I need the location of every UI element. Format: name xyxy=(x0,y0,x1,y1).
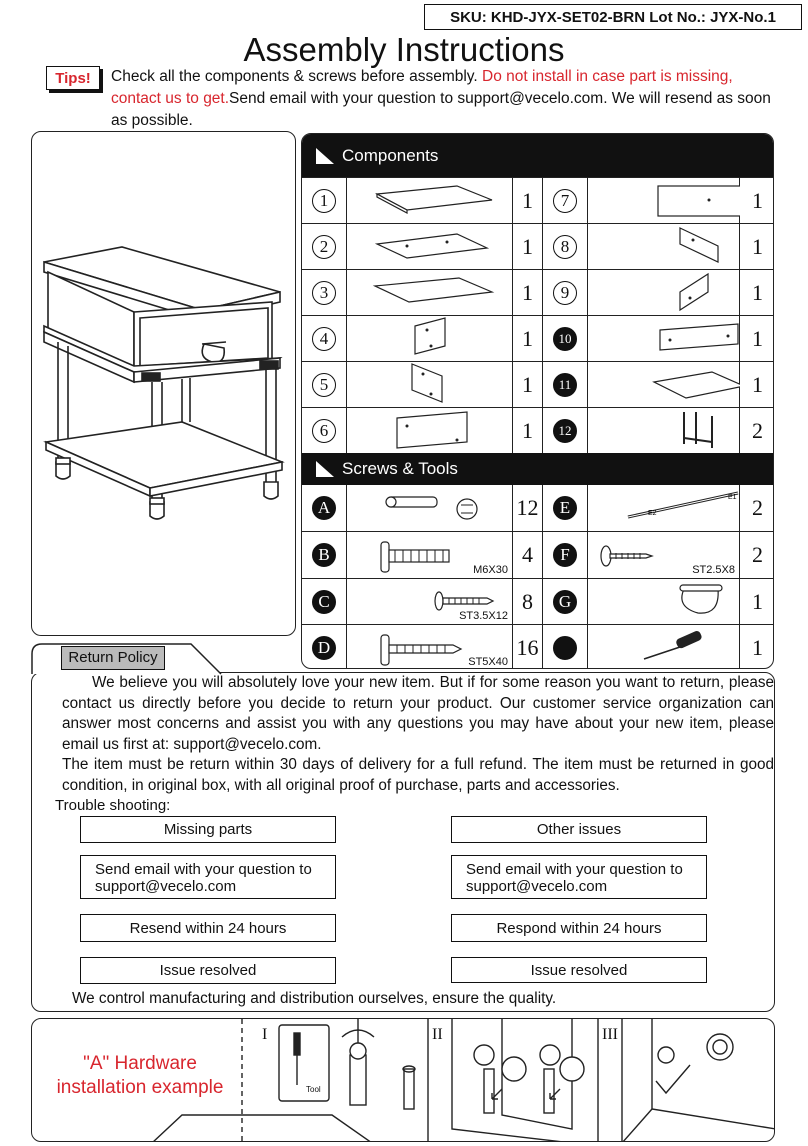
screw-row xyxy=(302,578,774,625)
assembled-table-illustration xyxy=(32,132,294,634)
part-drawing xyxy=(347,270,513,316)
part-number-badge: 2 xyxy=(312,235,336,259)
part-image-cell xyxy=(588,579,740,625)
missing-parts-box: Missing parts xyxy=(80,816,336,843)
quantity-cell: 2 xyxy=(752,418,763,443)
quantity-cell: 1 xyxy=(752,234,763,259)
part-number-badge: A xyxy=(312,496,336,520)
tips-text-intro: Check all the components & screws before assembly. xyxy=(111,68,483,85)
quantity-cell: 1 xyxy=(513,408,543,454)
step-1-label: I xyxy=(262,1026,268,1043)
part-number-cell xyxy=(302,224,347,270)
part-image-cell xyxy=(347,316,513,362)
tool-label: Tool xyxy=(306,1085,321,1094)
part-drawing xyxy=(347,316,513,362)
part-number-cell xyxy=(302,485,347,531)
comp-row xyxy=(302,269,774,316)
screws-grid xyxy=(302,485,774,669)
part-number-cell xyxy=(543,270,588,316)
part-drawing xyxy=(588,408,740,454)
quantity-cell: 1 xyxy=(752,588,763,614)
part-number-badge: 8 xyxy=(553,235,577,259)
quantity-cell: 1 xyxy=(513,178,543,224)
screw-size-label: ST3.5X12 xyxy=(459,609,508,622)
part-image-cell xyxy=(588,270,740,316)
triangle-icon xyxy=(316,461,334,477)
components-heading: Components xyxy=(342,146,439,165)
part-drawing xyxy=(588,625,740,669)
part-image-cell xyxy=(347,178,513,224)
screw-row xyxy=(302,624,774,669)
quality-statement: We control manufacturing and distribution ourselves, ensure the quality. xyxy=(72,990,557,1007)
part-drawing xyxy=(347,224,513,270)
quantity-cell: 2 xyxy=(752,495,763,520)
quantity-cell: 1 xyxy=(752,188,763,213)
quantity-cell: 1 xyxy=(752,634,763,660)
part-number-cell xyxy=(543,408,588,454)
trouble-shooting-label: Trouble shooting: xyxy=(55,797,171,814)
e1-label: E1 xyxy=(728,494,737,501)
part-image-cell xyxy=(588,485,740,531)
tips-text-contact: Send email with your question to support@vecelo.com. We will resend as soon as possible. xyxy=(111,90,771,129)
return-policy-paragraph-2: The item must be return within 30 days of delivery for a full refund. The item must be returned in good condition, in original box, with all original proof of purchase, parts and accessories. xyxy=(62,756,774,794)
part-number-cell xyxy=(302,532,347,578)
part-image-cell xyxy=(347,625,513,669)
hardware-example-label: "A" Hardware installation example xyxy=(56,1053,224,1098)
part-number-badge: F xyxy=(553,543,577,567)
screws-header xyxy=(302,453,773,485)
right-email-box: Send email with your question to support@vecelo.com xyxy=(451,855,707,899)
part-drawing xyxy=(347,408,513,454)
components-table xyxy=(301,133,774,669)
part-drawing xyxy=(588,224,740,270)
e2-label: E2 xyxy=(648,510,657,517)
comp-row xyxy=(302,177,774,224)
part-number-cell xyxy=(302,408,347,454)
part-number-cell xyxy=(302,316,347,362)
part-number-cell xyxy=(302,178,347,224)
part-number-badge: 11 xyxy=(553,373,577,397)
screw-size-label: ST5X40 xyxy=(468,656,508,668)
return-policy-paragraph-1: We believe you will absolutely love your new item. But if for some reason you want to return, please contact us directly before you decide to return your product. Our customer service organization can answer most concerns and assist you with any questions you may have about your new item, please email us first at: support@vecelo.com. xyxy=(62,674,774,753)
part-image-cell xyxy=(588,316,740,362)
return-policy-text xyxy=(62,673,774,796)
part-image-cell xyxy=(347,224,513,270)
part-image-cell xyxy=(347,270,513,316)
step-3-label: III xyxy=(602,1026,618,1043)
part-image-cell xyxy=(347,579,513,625)
quantity-cell: 1 xyxy=(752,326,763,351)
quantity-cell: 12 xyxy=(513,485,543,531)
quantity-cell: 8 xyxy=(513,579,543,625)
part-drawing xyxy=(588,579,740,625)
part-drawing xyxy=(588,270,740,316)
tips-badge: Tips! xyxy=(46,66,100,90)
part-image-cell xyxy=(588,532,740,578)
step-2-label: II xyxy=(432,1026,443,1043)
part-number-badge: 4 xyxy=(312,327,336,351)
part-number-cell xyxy=(302,270,347,316)
part-image-cell xyxy=(347,362,513,408)
part-drawing xyxy=(347,362,513,408)
right-resolved-box: Issue resolved xyxy=(451,957,707,983)
other-issues-box: Other issues xyxy=(451,816,707,843)
part-image-cell xyxy=(588,178,740,224)
part-number-cell xyxy=(543,316,588,362)
part-number-badge: 9 xyxy=(553,281,577,305)
quantity-cell: 2 xyxy=(752,542,763,568)
screw-row xyxy=(302,531,774,578)
product-illustration-panel xyxy=(31,131,296,636)
sku-lot-label: SKU: KHD-JYX-SET02-BRN Lot No.: JYX-No.1 xyxy=(424,4,802,30)
part-number-badge: G xyxy=(553,590,577,614)
part-image-cell xyxy=(588,408,740,454)
part-image-cell xyxy=(347,485,513,531)
part-image-cell xyxy=(347,532,513,578)
screw-size-label: M6X30 xyxy=(473,563,508,576)
part-number-badge: E xyxy=(553,496,577,520)
comp-row xyxy=(302,315,774,362)
components-grid xyxy=(302,177,774,453)
part-number-badge: C xyxy=(312,590,336,614)
part-number-cell xyxy=(302,625,347,669)
quantity-cell: 1 xyxy=(513,362,543,408)
quantity-cell: 1 xyxy=(752,372,763,397)
part-number-cell xyxy=(543,485,588,531)
part-number-cell xyxy=(543,579,588,625)
part-image-cell xyxy=(588,224,740,270)
part-number-badge: 5 xyxy=(312,373,336,397)
respond-box: Respond within 24 hours xyxy=(451,914,707,942)
part-number-badge: 7 xyxy=(553,189,577,213)
screws-heading: Screws & Tools xyxy=(342,459,458,478)
components-header xyxy=(302,134,773,177)
part-number-badge: D xyxy=(312,636,336,660)
part-drawing xyxy=(347,485,513,531)
part-number-badge: B xyxy=(312,543,336,567)
part-drawing xyxy=(588,178,740,224)
part-image-cell xyxy=(588,362,740,408)
left-email-box: Send email with your question to support@vecelo.com xyxy=(80,855,336,899)
tips-text xyxy=(111,66,779,132)
quantity-cell: 1 xyxy=(752,280,763,305)
part-number-cell xyxy=(543,532,588,578)
screw-row xyxy=(302,485,774,531)
part-number-badge: 6 xyxy=(312,419,336,443)
part-number-cell xyxy=(302,579,347,625)
screw-size-label: ST2.5X8 xyxy=(692,563,735,576)
part-number-cell xyxy=(543,625,588,669)
part-drawing xyxy=(588,362,740,408)
left-resolved-box: Issue resolved xyxy=(80,957,336,984)
part-number-cell xyxy=(543,178,588,224)
part-number-cell xyxy=(543,224,588,270)
quantity-cell: 16 xyxy=(513,625,543,669)
part-number-badge: 12 xyxy=(553,419,577,443)
part-drawing xyxy=(588,316,740,362)
quantity-cell: 1 xyxy=(513,316,543,362)
quantity-cell: 4 xyxy=(513,532,543,578)
part-image-cell xyxy=(588,625,740,669)
comp-row xyxy=(302,407,774,454)
comp-row xyxy=(302,223,774,270)
resend-box: Resend within 24 hours xyxy=(80,914,336,942)
part-number-badge: 3 xyxy=(312,281,336,305)
quantity-cell: 1 xyxy=(513,224,543,270)
page-title: Assembly Instructions xyxy=(243,31,565,68)
return-policy-tab: Return Policy xyxy=(61,646,165,670)
part-image-cell xyxy=(347,408,513,454)
part-number-cell xyxy=(302,362,347,408)
tips-warning: Do not install in case part is missing, contact us to get. xyxy=(111,68,733,107)
part-number-badge: 10 xyxy=(553,327,577,351)
part-number-cell xyxy=(543,362,588,408)
part-number-badge xyxy=(553,636,577,660)
part-drawing xyxy=(347,178,513,224)
quantity-cell: 1 xyxy=(513,270,543,316)
part-drawing xyxy=(588,485,740,531)
comp-row xyxy=(302,361,774,408)
part-number-badge: 1 xyxy=(312,189,336,213)
triangle-icon xyxy=(316,148,334,164)
